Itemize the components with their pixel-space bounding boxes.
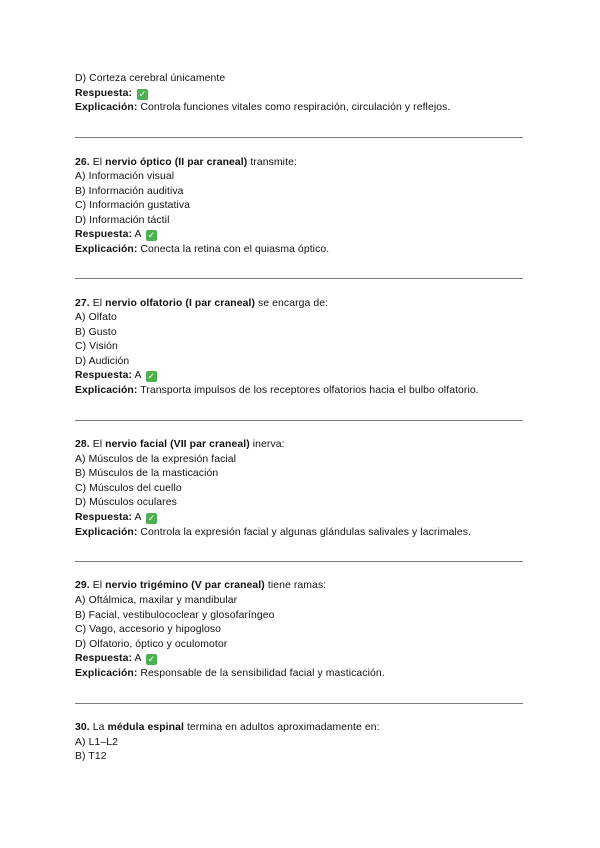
option-c: C) Información gustativa bbox=[75, 200, 191, 211]
question-stem bbox=[75, 579, 326, 592]
question-text-pre: La bbox=[89, 722, 108, 733]
explanation-line bbox=[75, 526, 471, 539]
question-text-pre: El bbox=[89, 580, 106, 591]
check-mark-icon: ✓ bbox=[138, 89, 147, 99]
section-divider bbox=[75, 420, 523, 421]
option-a: A) Olfato bbox=[75, 312, 117, 323]
answer-label: Respuesta: bbox=[75, 512, 133, 523]
explanation-line bbox=[75, 384, 479, 397]
question-text-pre: El bbox=[89, 298, 106, 309]
answer-label: Respuesta: bbox=[75, 88, 133, 99]
question-stem bbox=[75, 297, 328, 310]
explanation-text: Responsable de la sensibilidad facial y masticación. bbox=[140, 668, 385, 679]
option-b: B) Gusto bbox=[75, 327, 117, 338]
answer-value: A bbox=[134, 653, 141, 664]
answer-label: Respuesta: bbox=[75, 653, 133, 664]
question-text-post: tiene ramas: bbox=[264, 580, 327, 591]
question-number: 28. bbox=[75, 439, 90, 450]
explanation-label: Explicación: bbox=[75, 385, 138, 396]
option-b: B) T12 bbox=[75, 751, 107, 762]
explanation-line bbox=[75, 667, 385, 680]
question-text-post: inerva: bbox=[249, 439, 285, 450]
question-term: nervio óptico (II par craneal) bbox=[105, 157, 248, 168]
question-term: nervio facial (VII par craneal) bbox=[105, 439, 250, 450]
section-divider bbox=[75, 703, 523, 704]
option-a: A) Músculos de la expresión facial bbox=[75, 454, 237, 465]
explanation-text: Controla la expresión facial y algunas glándulas salivales y lacrimales. bbox=[140, 527, 472, 538]
explanation-text: Transporta impulsos de los receptores olfatorios hacia el bulbo olfatorio. bbox=[140, 385, 479, 396]
question-stem bbox=[75, 156, 297, 169]
question-text-post: termina en adultos aproximadamente en: bbox=[183, 722, 380, 733]
section-divider bbox=[75, 278, 523, 279]
answer-value: A bbox=[134, 512, 141, 523]
option-a: A) L1–L2 bbox=[75, 737, 118, 748]
option-a: A) Información visual bbox=[75, 171, 175, 182]
question-term: médula espinal bbox=[107, 722, 184, 733]
check-mark-icon: ✓ bbox=[147, 513, 156, 523]
question-stem bbox=[75, 438, 285, 451]
answer-line bbox=[75, 511, 157, 524]
section-divider bbox=[75, 137, 523, 138]
answer-line bbox=[75, 369, 157, 382]
option-b: B) Facial, vestibulococlear y glosofaríngeo bbox=[75, 610, 275, 621]
option-b: B) Músculos de la masticación bbox=[75, 468, 219, 479]
question-number: 26. bbox=[75, 157, 90, 168]
explanation-line bbox=[75, 243, 329, 256]
question-text-post: se encarga de: bbox=[255, 298, 329, 309]
option-d: D) Olfatorio, óptico y oculomotor bbox=[75, 639, 228, 650]
check-mark-icon: ✓ bbox=[147, 371, 156, 381]
option-text: D) Corteza cerebral únicamente bbox=[75, 73, 226, 84]
answer-label: Respuesta: bbox=[75, 370, 133, 381]
answer-label: Respuesta: bbox=[75, 229, 133, 240]
option-d: D) Información táctil bbox=[75, 215, 170, 226]
explanation-label: Explicación: bbox=[75, 527, 138, 538]
question-text-pre: El bbox=[89, 439, 106, 450]
option-a: A) Oftálmica, maxilar y mandibular bbox=[75, 595, 238, 606]
explanation-label: Explicación: bbox=[75, 244, 138, 255]
question-number: 27. bbox=[75, 298, 90, 309]
explanation-label: Explicación: bbox=[75, 102, 138, 113]
answer-value: A bbox=[134, 229, 141, 240]
check-mark-icon: ✓ bbox=[147, 654, 156, 664]
explanation-text: Conecta la retina con el quiasma óptico. bbox=[140, 244, 330, 255]
question-number: 30. bbox=[75, 722, 90, 733]
answer-line bbox=[75, 652, 157, 665]
option-b: B) Información auditiva bbox=[75, 186, 184, 197]
option-d: D) Audición bbox=[75, 356, 130, 367]
answer-value: A bbox=[134, 370, 141, 381]
question-text-pre: El bbox=[89, 157, 106, 168]
question-number: 29. bbox=[75, 580, 90, 591]
section-divider bbox=[75, 561, 523, 562]
option-d: D) Músculos oculares bbox=[75, 497, 177, 508]
explanation-label: Explicación: bbox=[75, 668, 138, 679]
question-term: nervio olfatorio (I par craneal) bbox=[105, 298, 256, 309]
question-term: nervio trigémino (V par craneal) bbox=[105, 580, 265, 591]
explanation-line bbox=[75, 101, 450, 114]
answer-line bbox=[75, 87, 148, 100]
option-c: C) Visión bbox=[75, 341, 118, 352]
option-c: C) Músculos del cuello bbox=[75, 483, 182, 494]
explanation-text: Controla funciones vitales como respiración, circulación y reflejos. bbox=[140, 102, 451, 113]
answer-line bbox=[75, 228, 157, 241]
question-stem bbox=[75, 721, 380, 734]
option-c: C) Vago, accesorio y hipogloso bbox=[75, 624, 222, 635]
question-text-post: transmite: bbox=[247, 157, 297, 168]
check-mark-icon: ✓ bbox=[147, 230, 156, 240]
